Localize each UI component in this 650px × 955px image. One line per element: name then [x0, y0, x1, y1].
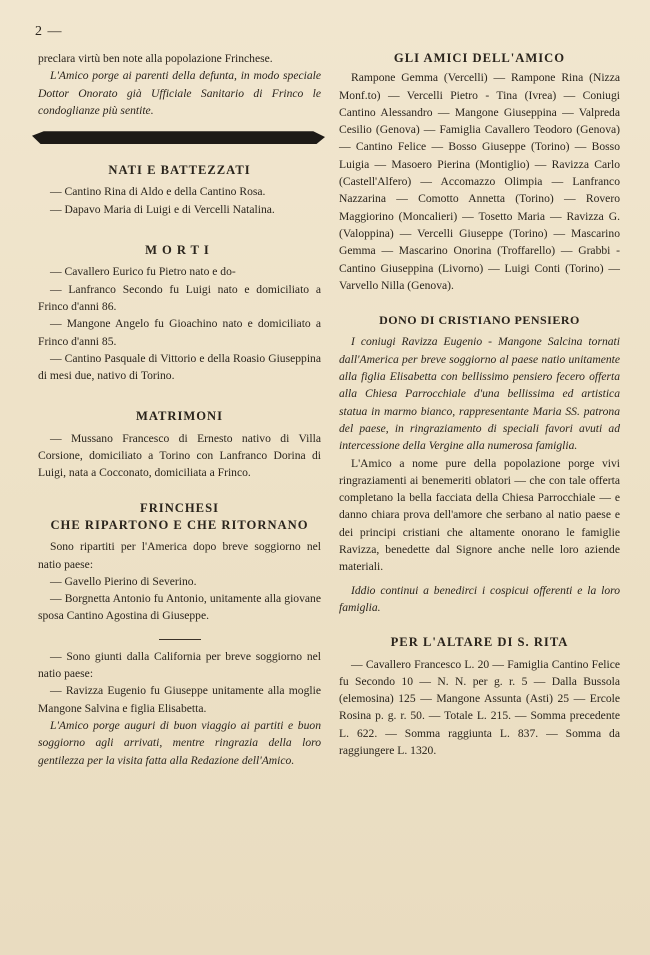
list-item: — Lanfranco Secondo fu Luigi nato e domiciliato a Frinco d'anni 86.	[38, 282, 321, 313]
list-item: — Cantino Pasquale di Vittorio e della Roasio Giuseppina di mesi due, nativo di Torino.	[38, 351, 321, 383]
condolence-note: L'Amico porge ai parenti della defunta, in modo speciale Dottor Onorato già Ufficiale Sanitario di Frinco le condoglianze più sentite.	[38, 69, 321, 117]
closing-note: L'Amico porge auguri di buon viaggio ai partiti e buon soggiorno agli arrivati, mentre ringrazia della loro gentilezza per la visita fatta alla Redazione dell'Amico.	[38, 718, 321, 767]
list-item: — Cavallero Eurico fu Pietro nato e do-	[50, 265, 236, 279]
frinchesi-intro: Sono ripartiti per l'America dopo breve soggiorno nel natio paese:	[38, 540, 321, 571]
list-item: — Dapavo Maria di Luigi e di Vercelli Natalina.	[50, 202, 275, 216]
dono-closing: Iddio continui a benedirci i cospicui offerenti e la loro famiglia.	[339, 583, 620, 614]
section-title-dono: DONO DI CRISTIANO PENSIERO	[379, 313, 580, 328]
section-title-matrimoni: MATRIMONI	[135, 409, 224, 424]
section-title-nati: NATI E BATTEZZATI	[108, 163, 251, 178]
short-divider	[159, 639, 201, 640]
right-column	[339, 50, 620, 759]
list-item: — Ravizza Eugenio fu Giuseppe unitamente alla moglie Mangone Salvina e figlia Elisabetta.	[38, 684, 321, 715]
list-item: — Mussano Francesco di Ernesto nativo di Villa Corsione, domiciliato a Torino con Lanfranco Dorina di Luigi, nata a Cocconato, domiciliata a Frinco.	[38, 431, 321, 480]
section-subtitle-frinchesi: CHE RIPARTONO E CHE RITORNANO	[50, 517, 309, 532]
list-item: — Cantino Rina di Aldo e della Cantino Rosa.	[50, 185, 266, 199]
left-column	[38, 50, 321, 769]
dono-italic-paragraph: I coniugi Ravizza Eugenio - Mangone Salcina tornati dall'America per breve soggiorno al paese natio unitamente alla figlia Elisabetta con bellissimo pensiero fecero offerta alla Chiesa Parrocchiale d'una bellissima ed artistica statua in marmo bianco, rappresentante Maria SS. patrona del paese, in ringraziamento di speciali favori avuti ad intercessione della Vergine alla numerosa famiglia.	[339, 335, 620, 453]
section-title-morti: MORTI	[145, 243, 214, 258]
black-divider	[32, 131, 325, 144]
intro-text: preclara virtù ben note alla popolazione Frinchese.	[38, 52, 273, 65]
section-title-frinchesi: FRINCHESI	[140, 500, 219, 515]
altare-list: — Cavallero Francesco L. 20 — Famiglia Cantino Felice fu Secondo 10 — N. N. per g. r. 5 — Dalla Bussola (elemosina) 125 — Mangone Assunta (Asti) 25 — Ercole Rosina p. g. r. 50. — Totale L. 215. — Somma precedente L. 622. — Somma raggiunta L. 837. — Somma da raggiungere L. 1320.	[339, 657, 620, 757]
page-number: 2 —	[35, 24, 63, 39]
list-item: — Gavello Pierino di Severino.	[50, 574, 197, 588]
amici-list: Rampone Gemma (Vercelli) — Rampone Rina (Nizza Monf.to) — Vercelli Pietro - Tina (Ivrea) — Coniugi Cantino Alessandro — Mangone Giuseppina — Valpreda Cesilio (Genova) — Famiglia Cavallero Teodoro (Genova) — Cantino Felice — Bosso Giuseppe (Torino) — Bosso Luigia — Masoero Pierina (Montiglio) — Ravizza Carlo (Castell'Alfero) — Accomazzo Olimpia — Lanfranco Nazzarina — Comotto Annetta (Torino) — Rovero Maggiorino (Moncalieri) — Tosetto Maria — Ravizza G. (Valoppina) — Vercelli Giuseppe (Torino) — Mascarino Gemma — Mascarino Onorina (Troffarello) — Grabbi - Cantino Giuseppina (Livorno) — Luigi Conti (Torino) — Varvello Nilla (Genova).	[339, 71, 620, 292]
list-item: — Borgnetta Antonio fu Antonio, unitamente alla giovane sposa Cantino Agostina di Giuseppe.	[38, 592, 321, 623]
list-item: — Mangone Angelo fu Gioachino nato e domiciliato a Frinco d'anni 85.	[38, 317, 321, 348]
section-title-altare: PER L'ALTARE DI S. RITA	[390, 635, 569, 650]
section-title-amici: GLI AMICI DELL'AMICO	[393, 51, 566, 65]
california-intro: — Sono giunti dalla California per breve soggiorno nel natio paese:	[38, 649, 321, 681]
dono-body-paragraph: L'Amico a nome pure della popolazione porge vivi ringraziamenti ai benemeriti oblatori — che con tale offerta completano la bella facciata della Chiesa Parrocchiale — e danno chiara prova dell'amore che serbano al natio paese e dei principi cristiani che altamente onorano le famiglie Ravizza, benedette dal Signore anche nelle loro aziende materiali.	[339, 456, 620, 574]
